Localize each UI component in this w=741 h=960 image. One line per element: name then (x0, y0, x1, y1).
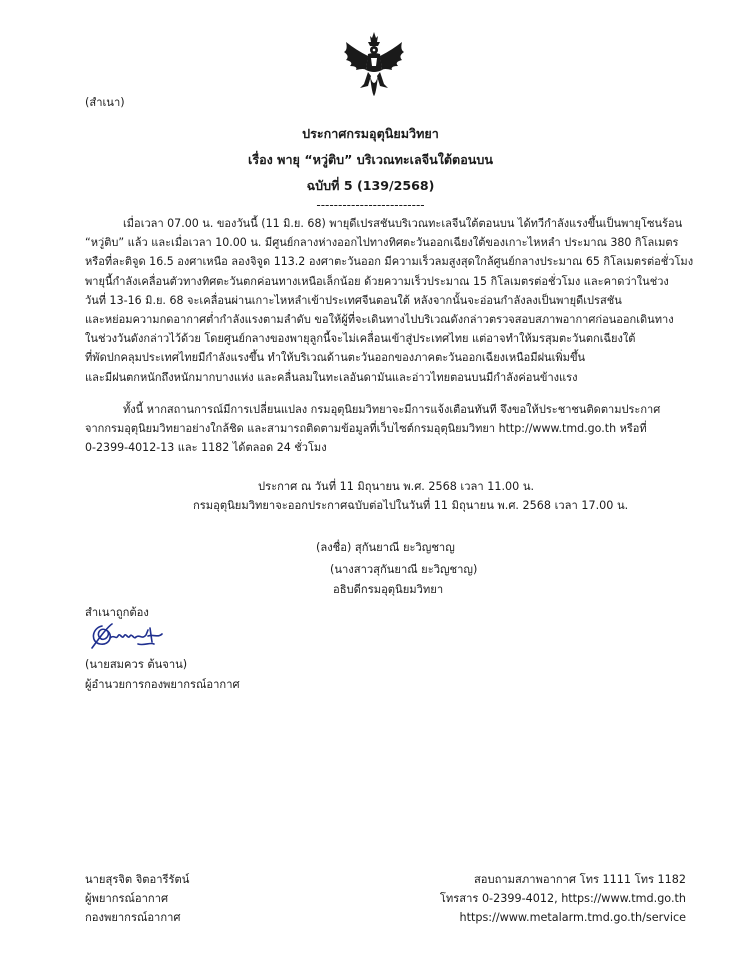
paragraph-line: และหย่อมความกดอากาศต่ำกำลังแรงตามลำดับ ขอให้ผู้ที่จะเดินทางไปบริเวณดังกล่าวตรวจสอบสภาพอากาศก่อนออกเดินทาง (85, 313, 674, 327)
footer-forecaster-name: นายสุรจิต จิตอารีรัตน์ (85, 873, 190, 886)
paragraph-line: หรือที่ละติจูด 16.5 องศาเหนือ ลองจิจูด 113.2 องศาตะวันออก มีความเร็วลมสูงสุดใกล้ศูนย์กลางประมาณ 65 กิโลเมตรต่อชั่วโมง (85, 255, 694, 269)
paragraph-line: 0-2399-4012-13 และ 1182 ได้ตลอด 24 ชั่วโมง (85, 441, 327, 455)
announcement-title: ประกาศกรมอุตุนิยมวิทยา (302, 126, 439, 141)
paragraph-line: วันที่ 13-16 มิ.ย. 68 จะเคลื่อนผ่านเกาะไหหลำเข้าประเทศจีนตอนใต้ หลังจากนั้นจะอ่อนกำลังลงเป็นพายุดีเปรสชัน (85, 293, 622, 307)
signer-position: อธิบดีกรมอุตุนิยมวิทยา (333, 583, 444, 596)
paragraph-line: เมื่อเวลา 07.00 น. ของวันนี้ (11 มิ.ย. 68) พายุดีเปรสชันบริเวณทะเลจีนใต้ตอนบน ได้ทวีกำลังแรงขึ้นเป็นพายุโซนร้อน (123, 217, 683, 230)
footer-phone: สอบถามสภาพอากาศ โทร 1111 โทร 1182 (473, 873, 686, 886)
paragraph-line: พายุนี้กำลังเคลื่อนตัวทางทิศตะวันตกค่อนทางเหนือเล็กน้อย ด้วยความเร็วประมาณ 15 กิโลเมตรต่อชั่วโมง และคาดว่าในช่วง (85, 274, 669, 288)
next-notice: กรมอุตุนิยมวิทยาจะออกประกาศฉบับต่อไปในวันที่ 11 มิถุนายน พ.ศ. 2568 เวลา 17.00 น. (193, 499, 629, 512)
handwritten-signature (88, 620, 168, 652)
paragraph-line: ในช่วงวันดังกล่าวไว้ด้วย โดยศูนย์กลางของพายุลูกนี้จะไม่เคลื่อนเข้าสู่ประเทศไทย แต่อาจทำให้มรสุมตะวันตกเฉียงใต้ (85, 332, 636, 346)
announced-date: ประกาศ ณ วันที่ 11 มิถุนายน พ.ศ. 2568 เวลา 11.00 น. (258, 480, 535, 493)
body-paragraph-1 (85, 214, 695, 387)
footer-fax-website[interactable]: โทรสาร 0-2399-4012, https://www.tmd.go.th (439, 892, 686, 905)
copy-label: (สำเนา) (85, 96, 125, 109)
signed-line: (ลงชื่อ) สุกันยาณี ยะวิญชาญ (316, 541, 455, 554)
certified-label: สำเนาถูกต้อง (85, 606, 149, 619)
footer-service-link[interactable]: https://www.metalarm.tmd.go.th/service (459, 911, 686, 924)
announcement-subject: เรื่อง พายุ “หวู่ติบ” บริเวณทะเลจีนใต้ตอนบน (248, 152, 493, 167)
signer-name: (นางสาวสุกันยาณี ยะวิญชาญ) (330, 563, 478, 576)
certifier-position: ผู้อำนวยการกองพยากรณ์อากาศ (85, 678, 240, 691)
footer-forecaster-title: ผู้พยากรณ์อากาศ (85, 892, 169, 905)
paragraph-line: “หวู่ติบ” แล้ว และเมื่อเวลา 10.00 น. มีศูนย์กลางห่างออกไปทางทิศตะวันออกเฉียงใต้ของเกาะไหหลำ ประมาณ 380 กิโลเมตร (85, 236, 679, 250)
paragraph-line: ที่พัดปกคลุมประเทศไทยมีกำลังแรงขึ้น ทำให้บริเวณด้านตะวันออกของภาคตะวันออกเฉียงเหนือมีฝนเพิ่มขึ้น (85, 351, 586, 365)
title-divider: ------------------------- (316, 198, 425, 212)
paragraph-line: ทั้งนี้ หากสถานการณ์มีการเปลี่ยนแปลง กรมอุตุนิยมวิทยาจะมีการแจ้งเตือนทันที จึงขอให้ประชาชนติดตามประกาศ (123, 403, 661, 416)
body-paragraph-2 (85, 400, 695, 458)
footer-forecaster-division: กองพยากรณ์อากาศ (85, 911, 181, 924)
announcement-issue-number: ฉบับที่ 5 (139/2568) (306, 178, 435, 193)
garuda-emblem-icon (340, 30, 408, 98)
certifier-name: (นายสมควร ต้นจาน) (85, 658, 188, 671)
paragraph-line: และมีฝนตกหนักถึงหนักมากบางแห่ง และคลื่นลมในทะเลอันดามันและอ่าวไทยตอนบนมีกำลังค่อนข้างแรง (85, 370, 578, 384)
paragraph-line: จากกรมอุตุนิยมวิทยาอย่างใกล้ชิด และสามารถติดตามข้อมูลที่เว็บไซต์กรมอุตุนิยมวิทยา http://www.tmd.go.th หรือที่ (85, 422, 647, 436)
